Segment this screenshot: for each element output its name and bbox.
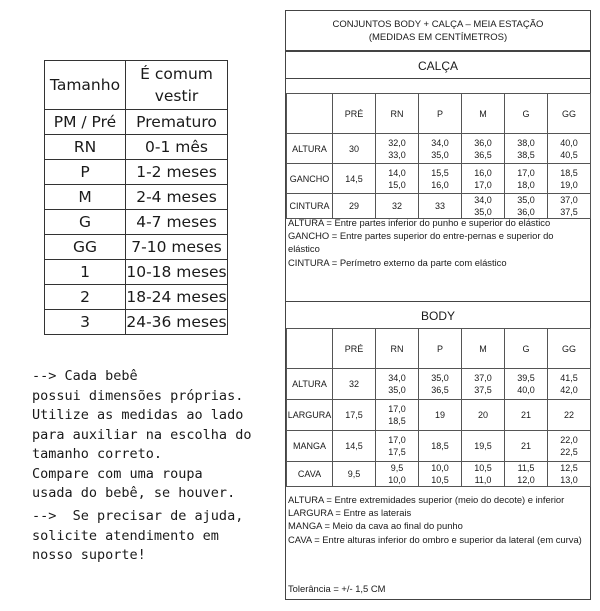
measure-value: 36,0 [474, 137, 492, 148]
measure-value: 32 [348, 379, 359, 389]
measure-cell [419, 134, 462, 164]
measure-value: 38,0 [517, 137, 535, 148]
measure-value: 40,0 [560, 137, 578, 148]
measure-value: 14,5 [345, 441, 363, 451]
measure-value: 30 [348, 143, 359, 154]
measure-value: 35,0 [474, 207, 492, 217]
size-row [45, 285, 228, 310]
measure-cell [505, 431, 548, 462]
measure-value: 35,0 [431, 149, 449, 160]
size-row [45, 185, 228, 210]
size-code: 1 [45, 260, 126, 285]
size-row [45, 235, 228, 260]
measure-value: 35,0 [388, 385, 406, 395]
calca-size-label: PRÉ [333, 94, 376, 134]
measure-value: 9,5 [347, 469, 361, 479]
measure-label: ALTURA [287, 369, 333, 400]
measure-cell [505, 462, 548, 487]
size-header-tamanho: Tamanho [45, 61, 126, 110]
measure-value: 16,0 [431, 179, 449, 190]
measure-value: 11,5 [517, 463, 535, 473]
measure-cell [548, 431, 591, 462]
size-row [45, 110, 228, 135]
size-row [45, 210, 228, 235]
size-code: 3 [45, 310, 126, 335]
calca-size-label: RN [376, 94, 419, 134]
measure-value: 13,0 [560, 475, 578, 485]
calca-row-cintura [287, 194, 591, 219]
measure-cell [376, 400, 419, 431]
size-table [44, 60, 228, 335]
measure-value: 38,5 [517, 149, 535, 160]
body-size-label: PRÉ [333, 329, 376, 369]
measure-value: 33 [434, 201, 445, 211]
calca-row-altura [287, 134, 591, 164]
tolerance-note: Tolerância = +/- 1,5 CM [288, 583, 386, 594]
measure-cell [376, 462, 419, 487]
size-code: GG [45, 235, 126, 260]
measure-value: 17,0 [517, 167, 535, 178]
body-size-label: GG [548, 329, 591, 369]
measure-value: 34,0 [431, 137, 449, 148]
measure-label: CAVA [287, 462, 333, 487]
size-row [45, 160, 228, 185]
calca-section-title: CALÇA [286, 51, 590, 79]
measure-value: 9,5 [390, 463, 404, 473]
body-table [286, 328, 591, 487]
measure-cell [333, 164, 376, 194]
measure-cell [462, 431, 505, 462]
measure-value: 12,5 [560, 463, 578, 473]
body-section-title: BODY [286, 301, 590, 329]
calca-legend-line: CINTURA = Perímetro externo da parte com elástico [288, 256, 507, 268]
measure-value: 34,0 [388, 373, 406, 383]
panel-header [286, 11, 590, 51]
measure-value: 19,0 [560, 179, 578, 190]
size-code: P [45, 160, 126, 185]
size-header-vestir: É comum vestir [126, 61, 228, 110]
measure-value: 10,5 [431, 475, 449, 485]
measure-label: MANGA [287, 431, 333, 462]
measure-cell [462, 400, 505, 431]
measure-cell [333, 369, 376, 400]
measure-label: ALTURA [287, 134, 333, 164]
body-row-cava [287, 462, 591, 487]
measure-value: 29 [348, 201, 359, 211]
calca-legend [288, 216, 586, 269]
measure-value: 40,5 [560, 149, 578, 160]
help-note: --> Cada bebê possui dimensões próprias. Utilize as medidas ao lado para auxiliar na escolha do tamanho correto. Compare com uma roupa usada do bebê, se houver. [32, 368, 252, 501]
measure-cell [505, 134, 548, 164]
measure-value: 37,0 [560, 195, 578, 205]
measure-value: 18,5 [431, 441, 449, 451]
size-row [45, 310, 228, 335]
panel-subtitle: (MEDIDAS EM CENTÍMETROS) [368, 32, 508, 43]
body-legend-line: CAVA = Entre alturas inferior do ombro e superior da lateral (em curva) [288, 533, 582, 545]
measure-cell [419, 164, 462, 194]
measure-cell [376, 431, 419, 462]
measure-value: 14,5 [345, 173, 363, 184]
size-code: M [45, 185, 126, 210]
calca-row-gancho [287, 164, 591, 194]
measure-value: 18,0 [517, 179, 535, 190]
measure-value: 36,5 [431, 385, 449, 395]
calca-legend-line: GANCHO = Entre partes superior do entre-pernas e superior do elástico [288, 230, 554, 255]
body-size-label: P [419, 329, 462, 369]
measure-value: 17,0 [388, 435, 406, 445]
measure-cell [419, 400, 462, 431]
measure-cell [333, 431, 376, 462]
size-age: 10-18 meses [126, 260, 228, 285]
measure-cell [505, 369, 548, 400]
measure-value: 17,0 [474, 179, 492, 190]
body-size-label: G [505, 329, 548, 369]
size-age: 7-10 meses [126, 235, 228, 260]
body-legend-line: MANGA = Meio da cava ao final do punho [288, 520, 463, 532]
measure-cell [548, 164, 591, 194]
measure-cell [505, 164, 548, 194]
measure-label: LARGURA [287, 400, 333, 431]
measure-cell [505, 194, 548, 219]
measure-value: 20 [477, 410, 488, 420]
measure-value: 19 [434, 410, 445, 420]
size-row [45, 260, 228, 285]
body-legend-line: LARGURA = Entre as laterais [288, 507, 412, 519]
measure-value: 14,0 [388, 167, 406, 178]
measurements-panel [285, 10, 591, 600]
calca-size-label: GG [548, 94, 591, 134]
body-legend-line: ALTURA = Entre extremidades superior (meio do decote) e inferior [288, 494, 565, 505]
size-code: G [45, 210, 126, 235]
size-age: 24-36 meses [126, 310, 228, 335]
measure-cell [462, 462, 505, 487]
measure-cell [376, 369, 419, 400]
measure-cell [462, 194, 505, 219]
calca-size-label: P [419, 94, 462, 134]
measure-value: 35,0 [517, 195, 535, 205]
calca-size-header [287, 94, 591, 134]
measure-cell [548, 369, 591, 400]
size-table-header [45, 61, 228, 110]
measure-value: 41,5 [560, 373, 578, 383]
measure-value: 37,5 [474, 385, 492, 395]
support-note: --> Se precisar de ajuda, solicite atendimento em nosso suporte! [32, 508, 244, 563]
measure-value: 18,5 [388, 416, 406, 426]
panel-title: CONJUNTOS BODY + CALÇA – MEIA ESTAÇÃO [332, 19, 544, 30]
empty-cell [287, 94, 333, 134]
measure-cell [376, 134, 419, 164]
measure-cell [419, 369, 462, 400]
measure-cell [419, 431, 462, 462]
measure-cell [419, 194, 462, 219]
measure-cell [548, 462, 591, 487]
measure-value: 22 [563, 410, 574, 420]
measure-cell [462, 369, 505, 400]
measure-value: 15,0 [388, 179, 406, 190]
size-age: 2-4 meses [126, 185, 228, 210]
size-age: 4-7 meses [126, 210, 228, 235]
body-row-altura [287, 369, 591, 400]
measure-cell [548, 194, 591, 219]
measure-value: 22,0 [560, 435, 578, 445]
measure-value: 15,5 [431, 167, 449, 178]
measure-value: 21 [520, 410, 531, 420]
calca-size-label: G [505, 94, 548, 134]
measure-value: 39,5 [517, 373, 535, 383]
size-age: 18-24 meses [126, 285, 228, 310]
measure-value: 17,0 [388, 404, 406, 414]
measure-value: 18,5 [560, 167, 578, 178]
measure-value: 35,0 [431, 373, 449, 383]
measure-label: CINTURA [287, 194, 333, 219]
measure-value: 37,0 [474, 373, 492, 383]
measure-cell [333, 194, 376, 219]
measure-value: 10,0 [388, 475, 406, 485]
measure-cell [333, 400, 376, 431]
measure-value: 40,0 [517, 385, 535, 395]
body-row-largura [287, 400, 591, 431]
size-code: RN [45, 135, 126, 160]
empty-cell [287, 329, 333, 369]
measure-value: 37,5 [560, 207, 578, 217]
size-row [45, 135, 228, 160]
measure-value: 12,0 [517, 475, 535, 485]
size-code: PM / Pré [45, 110, 126, 135]
measure-value: 32,0 [388, 137, 406, 148]
body-size-label: RN [376, 329, 419, 369]
measure-value: 34,0 [474, 195, 492, 205]
measure-value: 33,0 [388, 149, 406, 160]
measure-value: 10,5 [474, 463, 492, 473]
body-row-manga [287, 431, 591, 462]
size-age: 0-1 mês [126, 135, 228, 160]
measure-cell [462, 164, 505, 194]
measure-label: GANCHO [287, 164, 333, 194]
body-size-label: M [462, 329, 505, 369]
measure-cell [462, 134, 505, 164]
measure-value: 17,5 [345, 410, 363, 420]
measure-cell [376, 194, 419, 219]
calca-legend-line: ALTURA = Entre partes inferior do punho e superior do elástico [288, 217, 551, 228]
size-age: Prematuro [126, 110, 228, 135]
measure-cell [376, 164, 419, 194]
measure-cell [333, 134, 376, 164]
measure-value: 16,0 [474, 167, 492, 178]
measure-value: 21 [520, 441, 531, 451]
body-legend [288, 493, 586, 546]
measure-value: 36,5 [474, 149, 492, 160]
measure-value: 32 [391, 201, 402, 211]
measure-value: 22,5 [560, 447, 578, 457]
measure-value: 36,0 [517, 207, 535, 217]
measure-value: 42,0 [560, 385, 578, 395]
body-size-header [287, 329, 591, 369]
measure-cell [505, 400, 548, 431]
measure-value: 10,0 [431, 463, 449, 473]
calca-table [286, 93, 591, 219]
measure-value: 17,5 [388, 447, 406, 457]
measure-cell [419, 462, 462, 487]
measure-cell [333, 462, 376, 487]
size-age: 1-2 meses [126, 160, 228, 185]
measure-cell [548, 134, 591, 164]
size-code: 2 [45, 285, 126, 310]
measure-value: 19,5 [474, 441, 492, 451]
measure-cell [548, 400, 591, 431]
calca-size-label: M [462, 94, 505, 134]
measure-value: 11,0 [474, 475, 492, 485]
